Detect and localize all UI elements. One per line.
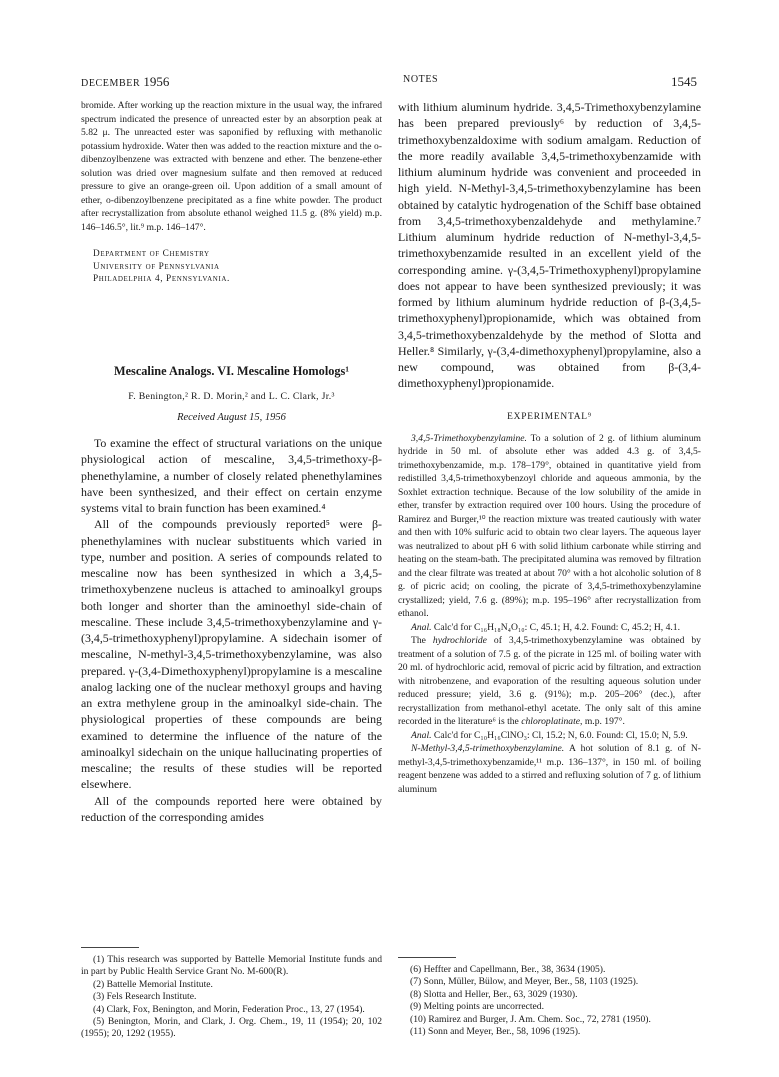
received-date: Received August 15, 1956 <box>177 412 286 423</box>
compound-name: 3,4,5-Trimethoxybenzylamine. <box>411 432 527 444</box>
footnote: (1) This research was supported by Battelle Memorial Institute funds and in part by Public Health Service Grant No. M-600(R). <box>81 954 382 978</box>
experimental-text: The <box>411 635 433 646</box>
preceding-article-text: bromide. After working up the reaction mixture in the usual way, the infrared spectrum indicated the presence of unreacted ester by an absorption peak at 5.82 μ. The unreacted ester was saponified by refluxing with methanolic potassium hydroxide. Water then was added to the reaction mixture and the o-dibenzoylbenzene was extracted with benzene and ether. The benzene-ether solution was dried over magnesium sulfate and then removed at reduced pressure to give an orange-green oil. Upon addition of a small amount of ether, o-dibenzoylbenzene precipitated as a fine white powder. The product after recrystallization from absolute ethanol weighed 11.5 g. (8% yield) m.p. 146–146.5°, lit.⁹ m.p. 146–147°. <box>81 100 382 233</box>
experimental-paragraph <box>398 634 701 729</box>
footnote: (11) Sonn and Meyer, Ber., 58, 1096 (1925). <box>410 1026 581 1038</box>
footnote: (5) Benington, Morin, and Clark, J. Org. Chem., 19, 11 (1954); 20, 102 (1955); 20, 1292 (1955). <box>81 1016 382 1040</box>
running-header-date <box>81 74 169 90</box>
analysis-label: Anal. <box>411 729 432 741</box>
footnote-rule <box>398 957 456 958</box>
page-number: 1545 <box>671 74 697 89</box>
analysis-paragraph <box>398 621 701 635</box>
article-authors: F. Benington,² R. D. Morin,² and L. C. Clark, Jr.³ <box>128 391 335 402</box>
experimental-paragraph <box>398 432 701 621</box>
experimental-body <box>398 432 701 797</box>
salt-name: chloroplatinate <box>521 716 581 727</box>
header-year: 1956 <box>143 74 170 89</box>
intro-paragraph: All of the compounds reported here were obtained by reduction of the corresponding amides <box>81 793 382 824</box>
article-block <box>81 364 382 825</box>
article-body-left <box>81 435 382 825</box>
intro-paragraph: To examine the effect of structural variations on the unique physiological action of mescaline, 3,4,5-trimethoxy-β-phenethylamine, a number of closely related phenethylamines have been synthesized, and their effect on certain enzyme systems vital to brain function has been examined.⁴ <box>81 436 382 515</box>
left-footnotes <box>81 947 382 1041</box>
right-column-top <box>398 99 701 796</box>
compound-name: N-Methyl-3,4,5-trimethoxybenzylamine. <box>411 743 565 754</box>
compound-name: hydrochloride <box>432 635 487 646</box>
address-line: Department of Chemistry <box>93 249 210 259</box>
footnote: (7) Sonn, Müller, Bülow, and Meyer, Ber., 58, 1103 (1925). <box>410 976 639 988</box>
experimental-paragraph <box>398 742 701 796</box>
experimental-text: A hot solution of 8.1 g. of N-methyl-3,4,5-trimethoxybenzamide,¹¹ m.p. 136–137°, in 150 ml. of boiling reagent benzene was added to a stirred and refluxing solution of 7 g. of lithium aluminum <box>398 743 701 795</box>
footnote: (4) Clark, Fox, Benington, and Morin, Federation Proc., 13, 27 (1954). <box>93 1003 365 1015</box>
right-footnotes <box>398 957 701 1038</box>
footnote: (2) Battelle Memorial Institute. <box>93 978 213 990</box>
experimental-text: of 3,4,5-trimethoxybenzylamine was obtained by treatment of a solution of 7.5 g. of the picrate in 125 ml. of boiling water with 20 ml. of hydrochloric acid, removal of picric acid by filtration, and extraction with nitrobenzene, and evaporation of the resulting aqueous solution under reduced pressure; yield, 3.6 g. (91%); m.p. 205–206° (dec.), after recrystallization from methanol-ethyl acetate. The only salt of this amine recorded in the literature⁶ is the <box>398 635 701 727</box>
article-title: Mescaline Analogs. VI. Mescaline Homologs¹ <box>113 364 350 378</box>
intro-paragraph: All of the compounds previously reported⁵ were β-phenethylamines with nuclear substituents which varied in type, number and position. A series of compounds related to mescaline now has been synthesized in which a 3,4,5-trimethoxybenzene nucleus is attached to aminoalkyl groups both longer and shorter than the aminoethyl side-chain of mescaline. These include 3,4,5-trimethoxybenzylamine and γ-(3,4,5-trimethoxyphenyl)propylamine. A sidechain isomer of mescaline, N-methyl-3,4,5-trimethoxybenzylamine, was also prepared. γ-(3,4-Dimethoxyphenyl)propylamine is a mescaline analog lacking one of the nuclear methoxyl groups and having an extra methylene group in the aminoalkyl side-chain. The physiological properties of these compounds are being examined to determine the influence of the nature of the aminoalkyl sidechain on the unique hallucinating properties of mescaline; the results of these studies will be reported elsewhere. <box>81 517 382 792</box>
author-address <box>81 248 382 286</box>
footnote-rule <box>81 947 139 948</box>
experimental-heading: EXPERIMENTAL⁹ <box>507 411 592 422</box>
analysis-paragraph <box>398 729 701 743</box>
header-month: DECEMBER <box>81 78 141 89</box>
footnote: (6) Heffter and Capellmann, Ber., 38, 3634 (1905). <box>410 964 606 975</box>
footnote: (10) Ramirez and Burger, J. Am. Chem. Soc., 72, 2781 (1950). <box>410 1013 651 1025</box>
left-column-top <box>81 99 382 286</box>
footnote: (8) Slotta and Heller, Ber., 63, 3029 (1930). <box>410 988 578 1000</box>
analysis-text: Calc'd for C₁₆H₁₈N₄O₁₀: C, 45.1; H, 4.2. Found: C, 45.2; H, 4.1. <box>431 621 680 633</box>
address-line: University of Pennsylvania <box>93 261 220 272</box>
running-header-section: NOTES <box>403 74 439 85</box>
footnote: (9) Melting points are uncorrected. <box>410 1001 544 1013</box>
address-line: Philadelphia 4, Pennsylvania. <box>93 274 230 284</box>
experimental-text: , m.p. 197°. <box>580 716 625 727</box>
analysis-label: Anal. <box>411 621 432 633</box>
intro-continued-paragraph: with lithium aluminum hydride. 3,4,5-Trimethoxybenzylamine has been prepared previously⁶ by reduction of 3,4,5-trimethoxybenzaldoxime with sodium amalgam. Reduction of the more readily available 3,4,5-trimethoxybenzamide with lithium aluminum hydride was convenient and proceeded in high yield. N-Methyl-3,4,5-trimethoxybenzylamine has been obtained by catalytic hydrogenation of the Schiff base obtained from 3,4,5-trimethoxybenzaldehyde and methylamine.⁷ Lithium aluminum hydride reduction of N-methyl-3,4,5-trimethoxybenzamide resulted in an excellent yield of the corresponding amine. γ-(3,4,5-Trimethoxyphenyl)propylamine does not appear to have been synthesized previously; it was formed by lithium aluminum hydride reduction of β-(3,4,5-trimethoxyphenyl)propionamide, which was obtained from 3,4,5-trimethoxybenzaldehyde by the method of Slotta and Heller.⁸ Similarly, γ-(3,4-dimethoxyphenyl)propylamine, also a new compound, was obtained from β-(3,4-dimethoxyphenyl)propionamide. <box>398 100 701 391</box>
experimental-text: To a solution of 2 g. of lithium aluminum hydride in 50 ml. of absolute ether was added 4.3 g. of 3,4,5-trimethoxybenzamide, m.p. 178–179°, obtained in quantitative yield from redistilled 3,4,5-trimethoxybenzoyl chloride and aqueous ammonia, by the Soxhlet extraction technique. Because of the low solubility of the amide in ether, transfer by extraction required over 100 hours. Using the procedure of Ramirez and Burger,¹⁰ the reaction mixture was treated cautiously with water and then with 10% sulfuric acid to obtain two clear layers. The aqueous layer was neutralized to about pH 6 with solid lithium carbonate while stirring and heating on the steam-bath. The precipitated alumina was removed by filtration and the clear filtrate was treated at about 70° with a hot alcoholic solution of 8 g. of picric acid; on cooling, the picrate of 3,4,5-trimethoxybenzylamine crystallized; yield, 7.6 g. (89%); m.p. 195–196° after recrystallization from ethanol. <box>398 432 701 619</box>
analysis-text: Calc'd for C₁₀H₁₆ClNO₃: Cl, 15.2; N, 6.0. Found: Cl, 15.0; N, 5.9. <box>431 729 688 741</box>
footnote: (3) Fels Research Institute. <box>93 991 197 1003</box>
